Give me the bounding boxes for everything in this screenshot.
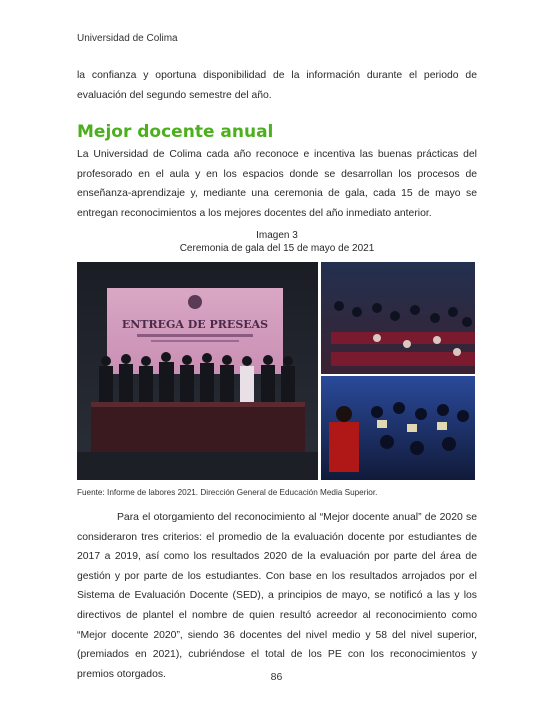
audience-photo-top [321, 262, 475, 374]
section-heading: Mejor docente anual [77, 122, 274, 142]
stage-photo [77, 262, 318, 480]
university-seal-icon [188, 295, 202, 309]
body-paragraph-text: Para el otorgamiento del reconocimiento al “Mejor docente anual” de 2020 se consideraron tres criterios: el promedio de la evaluación docente por estudiantes de 2017 a 2019, así como los resultados 2020 de la evaluación por parte del área de gestión y por parte de los estudiantes. Con base en los resultados arrojados por el Sistema de Evaluación Docente (SED), a principios de mayo, se notificó a las y los directivos de plantel el nombre de quien resultó acreedor al reconocimiento como “Mejor docente 2020”, siendo 36 docentes del nivel medio y 58 del nivel superior, (premiados en 2021), cubriéndose el total de los PE con los reconocimientos y premios otorgados. [77, 512, 477, 680]
banner-text: ENTREGA DE PRESEAS [121, 318, 269, 331]
section-paragraph: La Universidad de Colima cada año reconoce e incentiva las buenas prácticas del profesorado en el aula y en los espacios donde se desarrollan los procesos de enseñanza-aprendizaje y, mediante una ceremonia de gala, cada 15 de mayo se entregan reconocimientos a los mejores docentes del año inmediato anterior. [77, 149, 477, 219]
running-header: Universidad de Colima [77, 33, 178, 44]
figure-label: Imagen 3 [256, 230, 298, 241]
intro-paragraph: la confianza y oportuna disponibilidad de la información durante el periodo de evaluación del segundo semestre del año. [77, 70, 477, 101]
body-paragraph [77, 508, 477, 684]
ceremony-photo-collage [77, 262, 475, 480]
figure-source: Fuente: Informe de labores 2021. Dirección General de Educación Media Superior. [77, 488, 378, 497]
page-number: 86 [270, 671, 283, 683]
ceremony-photo-svg [77, 262, 475, 480]
figure-title: Ceremonia de gala del 15 de mayo de 2021 [179, 243, 375, 254]
audience-photo-bottom [321, 376, 475, 480]
